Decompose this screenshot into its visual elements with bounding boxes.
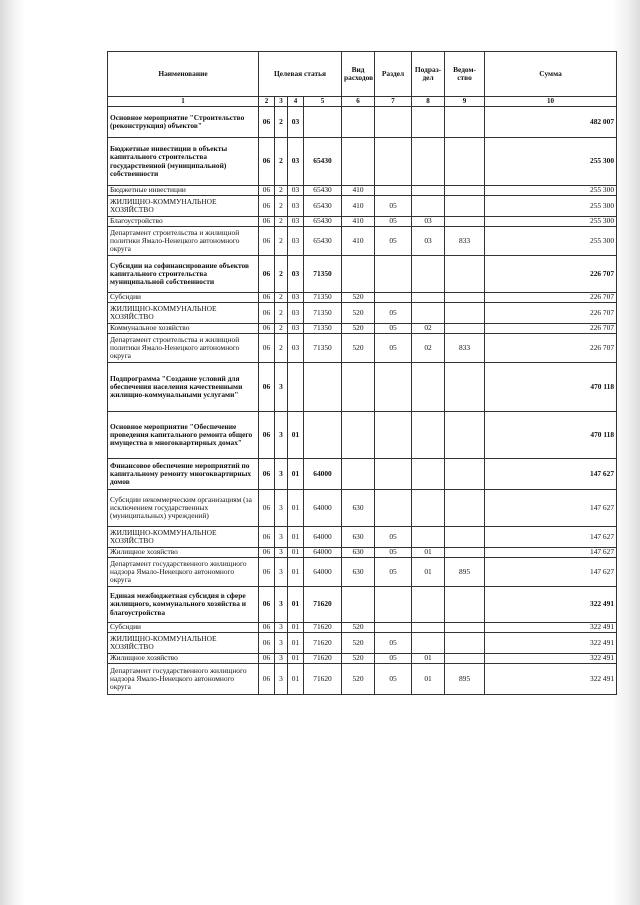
- department-code: [445, 293, 485, 303]
- target-code-4: [304, 412, 342, 459]
- column-number: 8: [412, 97, 445, 107]
- amount-value: 255 300: [485, 196, 617, 217]
- amount-value: 226 707: [485, 293, 617, 303]
- expense-type-code: 410: [342, 227, 375, 256]
- target-code-1: 06: [259, 587, 275, 623]
- header-subsection: Подраз-дел: [412, 52, 445, 97]
- expense-type-code: 630: [342, 490, 375, 527]
- section-code: [375, 490, 412, 527]
- expense-type-code: 520: [342, 334, 375, 363]
- target-code-1: 06: [259, 664, 275, 695]
- amount-value: 322 491: [485, 587, 617, 623]
- section-code: [375, 587, 412, 623]
- table-row: [108, 107, 617, 138]
- subsection-code: [412, 186, 445, 196]
- header-amount: Сумма: [485, 52, 617, 97]
- department-code: 895: [445, 664, 485, 695]
- subsection-code: [412, 633, 445, 654]
- target-code-4: 64000: [304, 459, 342, 490]
- subsection-code: 03: [412, 217, 445, 227]
- header-section: Раздел: [375, 52, 412, 97]
- table-row: [108, 293, 617, 303]
- target-code-3: 03: [288, 107, 304, 138]
- section-code: 05: [375, 227, 412, 256]
- target-code-4: 71350: [304, 334, 342, 363]
- row-name: Бюджетные инвестиции: [108, 186, 259, 196]
- section-code: 05: [375, 196, 412, 217]
- target-code-1: 06: [259, 138, 275, 186]
- table-body: [108, 107, 617, 695]
- subsection-code: 02: [412, 324, 445, 334]
- target-code-1: 06: [259, 558, 275, 587]
- target-code-3: 03: [288, 334, 304, 363]
- amount-value: 255 300: [485, 227, 617, 256]
- department-code: [445, 324, 485, 334]
- target-code-3: 01: [288, 664, 304, 695]
- department-code: [445, 138, 485, 186]
- target-code-2: 3: [275, 412, 288, 459]
- department-code: [445, 186, 485, 196]
- target-code-1: 06: [259, 490, 275, 527]
- target-code-2: 3: [275, 548, 288, 558]
- amount-value: 470 118: [485, 412, 617, 459]
- target-code-3: 01: [288, 459, 304, 490]
- target-code-1: 06: [259, 654, 275, 664]
- department-code: [445, 459, 485, 490]
- target-code-2: 3: [275, 633, 288, 654]
- amount-value: 482 007: [485, 107, 617, 138]
- expense-type-code: [342, 107, 375, 138]
- target-code-4: 71350: [304, 256, 342, 293]
- target-code-4: 65430: [304, 196, 342, 217]
- column-number: 10: [485, 97, 617, 107]
- table-row: [108, 196, 617, 217]
- target-code-3: 01: [288, 633, 304, 654]
- subsection-code: 03: [412, 227, 445, 256]
- target-code-4: 64000: [304, 527, 342, 548]
- section-code: 05: [375, 334, 412, 363]
- target-code-3: 01: [288, 623, 304, 633]
- expense-type-code: 520: [342, 324, 375, 334]
- target-code-4: 64000: [304, 490, 342, 527]
- subsection-code: [412, 303, 445, 324]
- target-code-4: 71620: [304, 623, 342, 633]
- department-code: [445, 107, 485, 138]
- section-code: 05: [375, 558, 412, 587]
- target-code-1: 06: [259, 217, 275, 227]
- column-number: 2: [259, 97, 275, 107]
- target-code-4: 71620: [304, 654, 342, 664]
- target-code-4: 65430: [304, 217, 342, 227]
- column-number: 7: [375, 97, 412, 107]
- target-code-4: [304, 107, 342, 138]
- row-name: ЖИЛИЩНО-КОММУНАЛЬНОЕ ХОЗЯЙСТВО: [108, 633, 259, 654]
- expense-type-code: 520: [342, 623, 375, 633]
- target-code-4: 64000: [304, 558, 342, 587]
- expense-type-code: 520: [342, 293, 375, 303]
- target-code-4: 65430: [304, 227, 342, 256]
- column-number: 3: [275, 97, 288, 107]
- table-row: [108, 186, 617, 196]
- target-code-4: 71350: [304, 303, 342, 324]
- table-header-row: [108, 52, 617, 97]
- target-code-2: 2: [275, 334, 288, 363]
- expense-type-code: 520: [342, 664, 375, 695]
- target-code-4: 71620: [304, 664, 342, 695]
- section-code: [375, 256, 412, 293]
- target-code-2: 2: [275, 256, 288, 293]
- amount-value: 147 627: [485, 490, 617, 527]
- subsection-code: [412, 107, 445, 138]
- table-row: [108, 490, 617, 527]
- target-code-2: 3: [275, 558, 288, 587]
- row-name: Подпрограмма "Создание условий для обеспечения населения качественными жилищно-коммунальными услугами": [108, 363, 259, 412]
- amount-value: 147 627: [485, 527, 617, 548]
- amount-value: 255 300: [485, 138, 617, 186]
- column-number: 4: [288, 97, 304, 107]
- section-code: 05: [375, 548, 412, 558]
- expense-type-code: 520: [342, 303, 375, 324]
- section-code: [375, 138, 412, 186]
- target-code-4: [304, 363, 342, 412]
- target-code-1: 06: [259, 548, 275, 558]
- target-code-1: 06: [259, 303, 275, 324]
- expense-type-code: 630: [342, 558, 375, 587]
- table-row: [108, 227, 617, 256]
- amount-value: 226 707: [485, 324, 617, 334]
- target-code-1: 06: [259, 186, 275, 196]
- row-name: Субсидии: [108, 293, 259, 303]
- header-department: Ведом-ство: [445, 52, 485, 97]
- target-code-2: 3: [275, 587, 288, 623]
- row-name: Субсидии некоммерческим организациям (за исключением государственных (муниципальных) учреждений): [108, 490, 259, 527]
- subsection-code: 01: [412, 548, 445, 558]
- row-name: ЖИЛИЩНО-КОММУНАЛЬНОЕ ХОЗЯЙСТВО: [108, 303, 259, 324]
- amount-value: 226 707: [485, 334, 617, 363]
- table-row: [108, 138, 617, 186]
- row-name: Благоустройство: [108, 217, 259, 227]
- row-name: Финансовое обеспечение мероприятий по капитальному ремонту многоквартирных домов: [108, 459, 259, 490]
- department-code: [445, 623, 485, 633]
- expense-type-code: 520: [342, 654, 375, 664]
- amount-value: 322 491: [485, 654, 617, 664]
- department-code: 833: [445, 334, 485, 363]
- header-target-article: Целевая статья: [259, 52, 342, 97]
- expense-type-code: [342, 138, 375, 186]
- target-code-4: 71620: [304, 587, 342, 623]
- target-code-2: 3: [275, 490, 288, 527]
- table-row: [108, 303, 617, 324]
- amount-value: 322 491: [485, 664, 617, 695]
- section-code: [375, 186, 412, 196]
- table-row: [108, 558, 617, 587]
- subsection-code: [412, 459, 445, 490]
- table-row: [108, 324, 617, 334]
- target-code-2: 2: [275, 324, 288, 334]
- target-code-2: 2: [275, 196, 288, 217]
- column-number-row: [108, 97, 617, 107]
- amount-value: 322 491: [485, 623, 617, 633]
- target-code-3: 03: [288, 256, 304, 293]
- row-name: Жилищное хозяйство: [108, 654, 259, 664]
- target-code-2: 3: [275, 459, 288, 490]
- target-code-4: 65430: [304, 186, 342, 196]
- target-code-3: 03: [288, 227, 304, 256]
- subsection-code: [412, 293, 445, 303]
- expense-type-code: 410: [342, 196, 375, 217]
- target-code-2: 3: [275, 363, 288, 412]
- column-number: 1: [108, 97, 259, 107]
- target-code-2: 2: [275, 186, 288, 196]
- subsection-code: [412, 363, 445, 412]
- subsection-code: [412, 490, 445, 527]
- target-code-3: 01: [288, 548, 304, 558]
- department-code: [445, 196, 485, 217]
- expense-type-code: 630: [342, 527, 375, 548]
- target-code-2: 3: [275, 654, 288, 664]
- table-row: [108, 633, 617, 654]
- table-row: [108, 548, 617, 558]
- section-code: [375, 623, 412, 633]
- target-code-2: 2: [275, 293, 288, 303]
- row-name: Бюджетные инвестиции в объекты капитального строительства государственной (муниципальной) собственности: [108, 138, 259, 186]
- section-code: [375, 363, 412, 412]
- expense-type-code: [342, 412, 375, 459]
- row-name: Основное мероприятие "Обеспечение проведения капитального ремонта общего имущества в многоквартирных домах": [108, 412, 259, 459]
- table-row: [108, 412, 617, 459]
- expense-type-code: [342, 587, 375, 623]
- column-number: 5: [304, 97, 342, 107]
- expense-type-code: [342, 459, 375, 490]
- subsection-code: [412, 138, 445, 186]
- department-code: 895: [445, 558, 485, 587]
- amount-value: 226 707: [485, 256, 617, 293]
- column-number: 9: [445, 97, 485, 107]
- target-code-1: 06: [259, 256, 275, 293]
- table-row: [108, 334, 617, 363]
- department-code: [445, 256, 485, 293]
- subsection-code: [412, 412, 445, 459]
- section-code: 05: [375, 527, 412, 548]
- section-code: 05: [375, 664, 412, 695]
- target-code-1: 06: [259, 293, 275, 303]
- target-code-2: 2: [275, 107, 288, 138]
- target-code-1: 06: [259, 334, 275, 363]
- table-row: [108, 623, 617, 633]
- department-code: 833: [445, 227, 485, 256]
- target-code-3: 03: [288, 186, 304, 196]
- amount-value: 255 300: [485, 186, 617, 196]
- section-code: 05: [375, 633, 412, 654]
- expense-type-code: 410: [342, 186, 375, 196]
- table-row: [108, 527, 617, 548]
- target-code-3: 01: [288, 490, 304, 527]
- target-code-2: 3: [275, 664, 288, 695]
- table-row: [108, 217, 617, 227]
- target-code-4: 64000: [304, 548, 342, 558]
- amount-value: 470 118: [485, 363, 617, 412]
- target-code-3: 03: [288, 217, 304, 227]
- department-code: [445, 548, 485, 558]
- header-name: Наименование: [108, 52, 259, 97]
- department-code: [445, 217, 485, 227]
- department-code: [445, 412, 485, 459]
- target-code-3: 01: [288, 654, 304, 664]
- target-code-1: 06: [259, 227, 275, 256]
- target-code-1: 06: [259, 412, 275, 459]
- section-code: 05: [375, 654, 412, 664]
- subsection-code: [412, 256, 445, 293]
- target-code-3: [288, 363, 304, 412]
- target-code-1: 06: [259, 107, 275, 138]
- target-code-2: 3: [275, 623, 288, 633]
- row-name: Департамент государственного жилищного надзора Ямало-Ненецкого автономного округа: [108, 664, 259, 695]
- row-name: Субсидии на софинансирование объектов капитального строительства муниципальной собственности: [108, 256, 259, 293]
- table-row: [108, 256, 617, 293]
- table-row: [108, 459, 617, 490]
- row-name: Департамент государственного жилищного надзора Ямало-Ненецкого автономного округа: [108, 558, 259, 587]
- row-name: Коммунальное хозяйство: [108, 324, 259, 334]
- row-name: ЖИЛИЩНО-КОММУНАЛЬНОЕ ХОЗЯЙСТВО: [108, 527, 259, 548]
- amount-value: 147 627: [485, 558, 617, 587]
- subsection-code: 02: [412, 334, 445, 363]
- column-number: 6: [342, 97, 375, 107]
- amount-value: 322 491: [485, 633, 617, 654]
- target-code-3: 03: [288, 293, 304, 303]
- amount-value: 147 627: [485, 548, 617, 558]
- target-code-1: 06: [259, 363, 275, 412]
- row-name: Единая межбюджетная субсидия в сфере жилищного, коммунального хозяйства и благоустройства: [108, 587, 259, 623]
- section-code: [375, 293, 412, 303]
- section-code: [375, 107, 412, 138]
- department-code: [445, 587, 485, 623]
- row-name: Жилищное хозяйство: [108, 548, 259, 558]
- target-code-4: 71620: [304, 633, 342, 654]
- subsection-code: [412, 623, 445, 633]
- expense-type-code: [342, 363, 375, 412]
- section-code: [375, 412, 412, 459]
- target-code-4: 71350: [304, 293, 342, 303]
- row-name: Департамент строительства и жилищной политики Ямало-Ненецкого автономного округа: [108, 227, 259, 256]
- department-code: [445, 363, 485, 412]
- department-code: [445, 633, 485, 654]
- section-code: 05: [375, 303, 412, 324]
- budget-table: [107, 51, 617, 695]
- expense-type-code: [342, 256, 375, 293]
- subsection-code: 01: [412, 558, 445, 587]
- expense-type-code: 520: [342, 633, 375, 654]
- target-code-3: 03: [288, 196, 304, 217]
- table-row: [108, 664, 617, 695]
- expense-type-code: 410: [342, 217, 375, 227]
- department-code: [445, 654, 485, 664]
- subsection-code: [412, 587, 445, 623]
- table-row: [108, 363, 617, 412]
- table-row: [108, 587, 617, 623]
- target-code-1: 06: [259, 196, 275, 217]
- amount-value: 147 627: [485, 459, 617, 490]
- target-code-3: 01: [288, 587, 304, 623]
- row-name: Департамент строительства и жилищной политики Ямало-Ненецкого автономного округа: [108, 334, 259, 363]
- department-code: [445, 490, 485, 527]
- row-name: Основное мероприятие "Строительство (реконструкция) объектов": [108, 107, 259, 138]
- section-code: 05: [375, 324, 412, 334]
- target-code-3: 01: [288, 412, 304, 459]
- amount-value: 226 707: [485, 303, 617, 324]
- target-code-3: 01: [288, 558, 304, 587]
- target-code-4: 71350: [304, 324, 342, 334]
- target-code-1: 06: [259, 623, 275, 633]
- row-name: ЖИЛИЩНО-КОММУНАЛЬНОЕ ХОЗЯЙСТВО: [108, 196, 259, 217]
- subsection-code: [412, 196, 445, 217]
- target-code-3: 01: [288, 527, 304, 548]
- target-code-1: 06: [259, 324, 275, 334]
- section-code: 05: [375, 217, 412, 227]
- target-code-2: 2: [275, 138, 288, 186]
- target-code-2: 2: [275, 227, 288, 256]
- subsection-code: 01: [412, 664, 445, 695]
- row-name: Субсидии: [108, 623, 259, 633]
- amount-value: 255 300: [485, 217, 617, 227]
- target-code-2: 2: [275, 217, 288, 227]
- section-code: [375, 459, 412, 490]
- target-code-4: 65430: [304, 138, 342, 186]
- target-code-1: 06: [259, 527, 275, 548]
- department-code: [445, 303, 485, 324]
- subsection-code: 01: [412, 654, 445, 664]
- target-code-2: 3: [275, 527, 288, 548]
- target-code-1: 06: [259, 633, 275, 654]
- table-row: [108, 654, 617, 664]
- target-code-3: 03: [288, 324, 304, 334]
- header-expense-type: Вид расходов: [342, 52, 375, 97]
- expense-type-code: 630: [342, 548, 375, 558]
- target-code-3: 03: [288, 303, 304, 324]
- department-code: [445, 527, 485, 548]
- subsection-code: [412, 527, 445, 548]
- target-code-1: 06: [259, 459, 275, 490]
- target-code-2: 2: [275, 303, 288, 324]
- target-code-3: 03: [288, 138, 304, 186]
